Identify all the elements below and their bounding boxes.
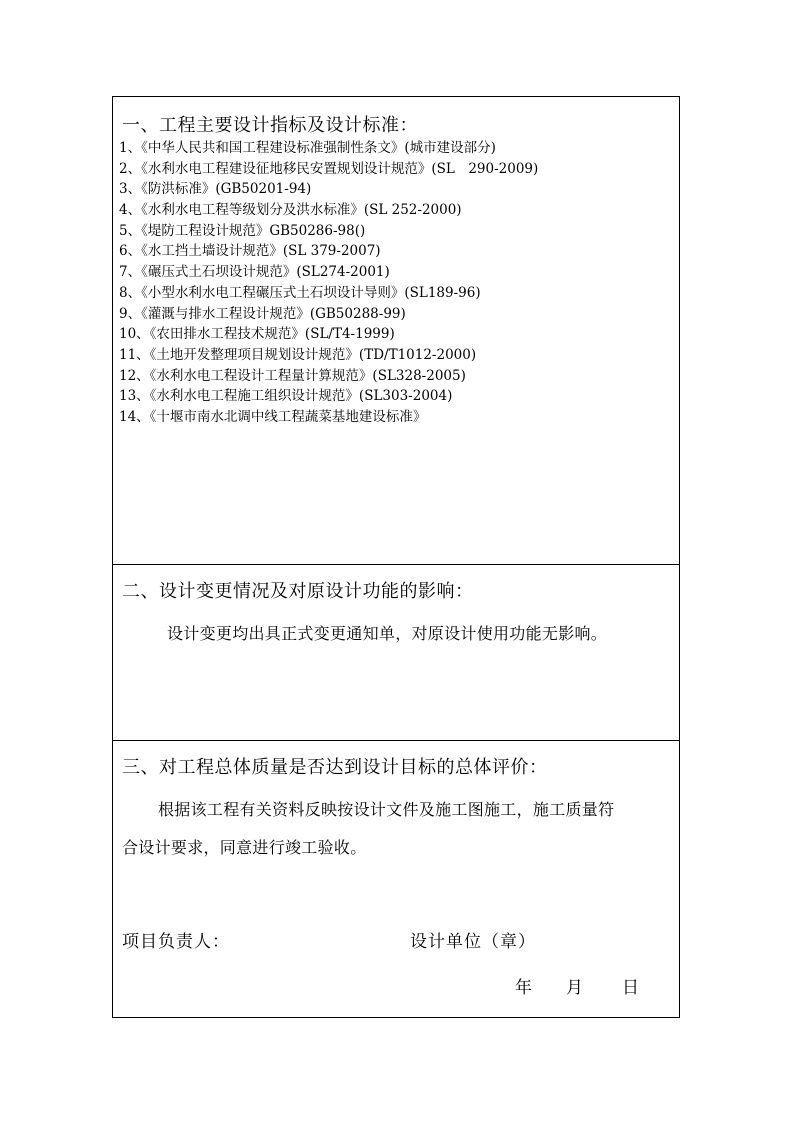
evaluation-text-line2: 合设计要求，同意进行竣工验收。 [122, 838, 367, 857]
evaluation-text-line1: 根据该工程有关资料反映按设计文件及施工图施工，施工质量符 [158, 800, 615, 819]
standard-item: 12、《水利水电工程设计工程量计算规范》(SL328-2005) [119, 367, 466, 384]
standard-item: 2、《水利水电工程建设征地移民安置规划设计规范》(SL 290-2009) [119, 160, 539, 177]
standard-item: 3、《防洪标准》(GB50201-94) [119, 181, 312, 198]
design-change-section [113, 565, 679, 741]
standard-item: 6、《水工挡土墙设计规范》(SL 379-2007) [119, 243, 381, 260]
standard-item: 13、《水利水电工程施工组织设计规范》(SL303-2004) [119, 388, 453, 405]
standard-item: 8、《小型水利水电工程碾压式土石坝设计导则》(SL189-96) [119, 284, 481, 301]
date-day-label: 日 [622, 978, 639, 998]
standard-item: 11、《土地开发整理项目规划设计规范》(TD/T1012-2000) [119, 346, 477, 363]
standard-item: 5、《堤防工程设计规范》GB50286-98() [119, 222, 366, 239]
standard-item: 1、《中华人民共和国工程建设标准强制性条文》(城市建设部分) [119, 140, 496, 156]
quality-evaluation-section [113, 741, 679, 1017]
date-month-label: 月 [566, 978, 583, 998]
date-year-label: 年 [515, 978, 532, 998]
standards-list [119, 138, 538, 428]
design-unit-seal-label: 设计单位（章） [410, 932, 536, 952]
design-standards-heading: 一、工程主要设计指标及设计标准： [122, 115, 418, 136]
design-change-text: 设计变更均出具正式变更通知单，对原设计使用功能无影响。 [167, 624, 608, 643]
design-change-heading: 二、设计变更情况及对原设计功能的影响： [122, 581, 474, 602]
standard-item: 14、《十堰市南水北调中线工程蔬菜基地建设标准》 [119, 408, 427, 425]
project-leader-label: 项目负责人： [122, 932, 230, 952]
design-standards-section [113, 97, 679, 565]
standard-item: 4、《水利水电工程等级划分及洪水标准》(SL 252-2000) [119, 202, 462, 219]
standard-item: 10、《农田排水工程技术规范》(SL/T4-1999) [119, 326, 395, 343]
quality-evaluation-heading: 三、对工程总体质量是否达到设计目标的总体评价： [122, 757, 548, 778]
evaluation-form-table [112, 96, 680, 1018]
standard-item: 7、《碾压式土石坝设计规范》(SL274-2001) [119, 264, 390, 281]
standard-item: 9、《灌溉与排水工程设计规范》(GB50288-99) [119, 305, 406, 322]
